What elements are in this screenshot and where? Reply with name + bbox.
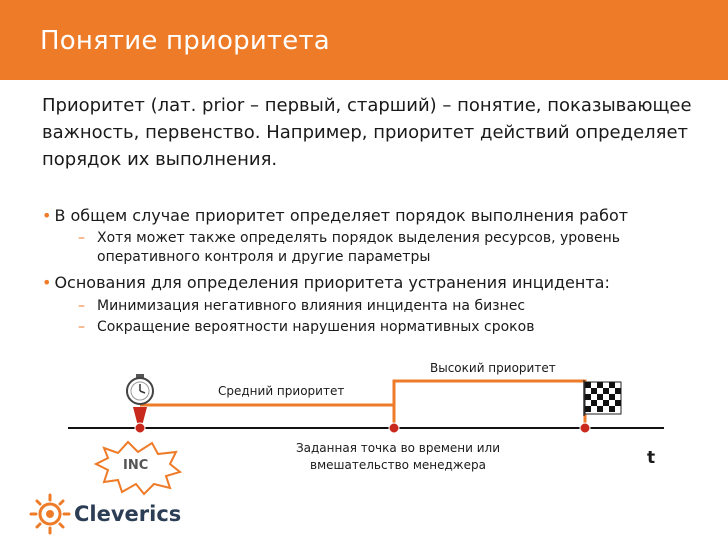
intro-paragraph: Приоритет (лат. prior – первый, старший) – понятие, показывающее важность, первенство. Например, приоритет действий определяет порядок их выполнения. xyxy=(42,95,692,170)
sub-bullet-text: Минимизация негативного влияния инцидента на бизнес xyxy=(97,298,526,314)
sun-logo-icon xyxy=(31,495,69,533)
sub-bullet-marker: – xyxy=(78,298,85,314)
sub-bullet-text: Хотя может также определять порядок выделения ресурсов, уровень оперативного контроля и другие параметры xyxy=(97,230,620,265)
checkered-flag-icon xyxy=(584,380,621,416)
medium-priority-line xyxy=(140,405,394,428)
high-priority-label: Высокий приоритет xyxy=(430,361,556,375)
stopwatch-icon xyxy=(127,374,153,404)
sub-bullet-text: Сокращение вероятности нарушения нормативных сроков xyxy=(97,319,535,335)
checkpoint-label-line2: вмешательство менеджера xyxy=(310,458,486,472)
checkpoint-point xyxy=(389,423,399,433)
cleverics-logo-text: Cleverics xyxy=(74,502,182,526)
bullet-text: В общем случае приоритет определяет порядок выполнения работ xyxy=(54,206,629,225)
checkpoint-label xyxy=(292,440,504,474)
bullet-text: Основания для определения приоритета устранения инцидента: xyxy=(54,273,610,292)
deadline-point xyxy=(580,423,590,433)
high-priority-line xyxy=(394,381,585,428)
time-axis-label: t xyxy=(647,448,656,468)
incident-point xyxy=(135,423,145,433)
slide-title: Понятие приоритета xyxy=(40,26,330,56)
inc-label: INC xyxy=(123,458,149,473)
medium-priority-label: Средний приоритет xyxy=(218,384,345,398)
bullet-marker: • xyxy=(42,273,52,292)
sub-bullet-marker: – xyxy=(78,230,85,246)
bullet-marker: • xyxy=(42,206,52,225)
checkpoint-label-line1: Заданная точка во времени или xyxy=(295,441,501,455)
sub-bullet-marker: – xyxy=(78,319,85,335)
